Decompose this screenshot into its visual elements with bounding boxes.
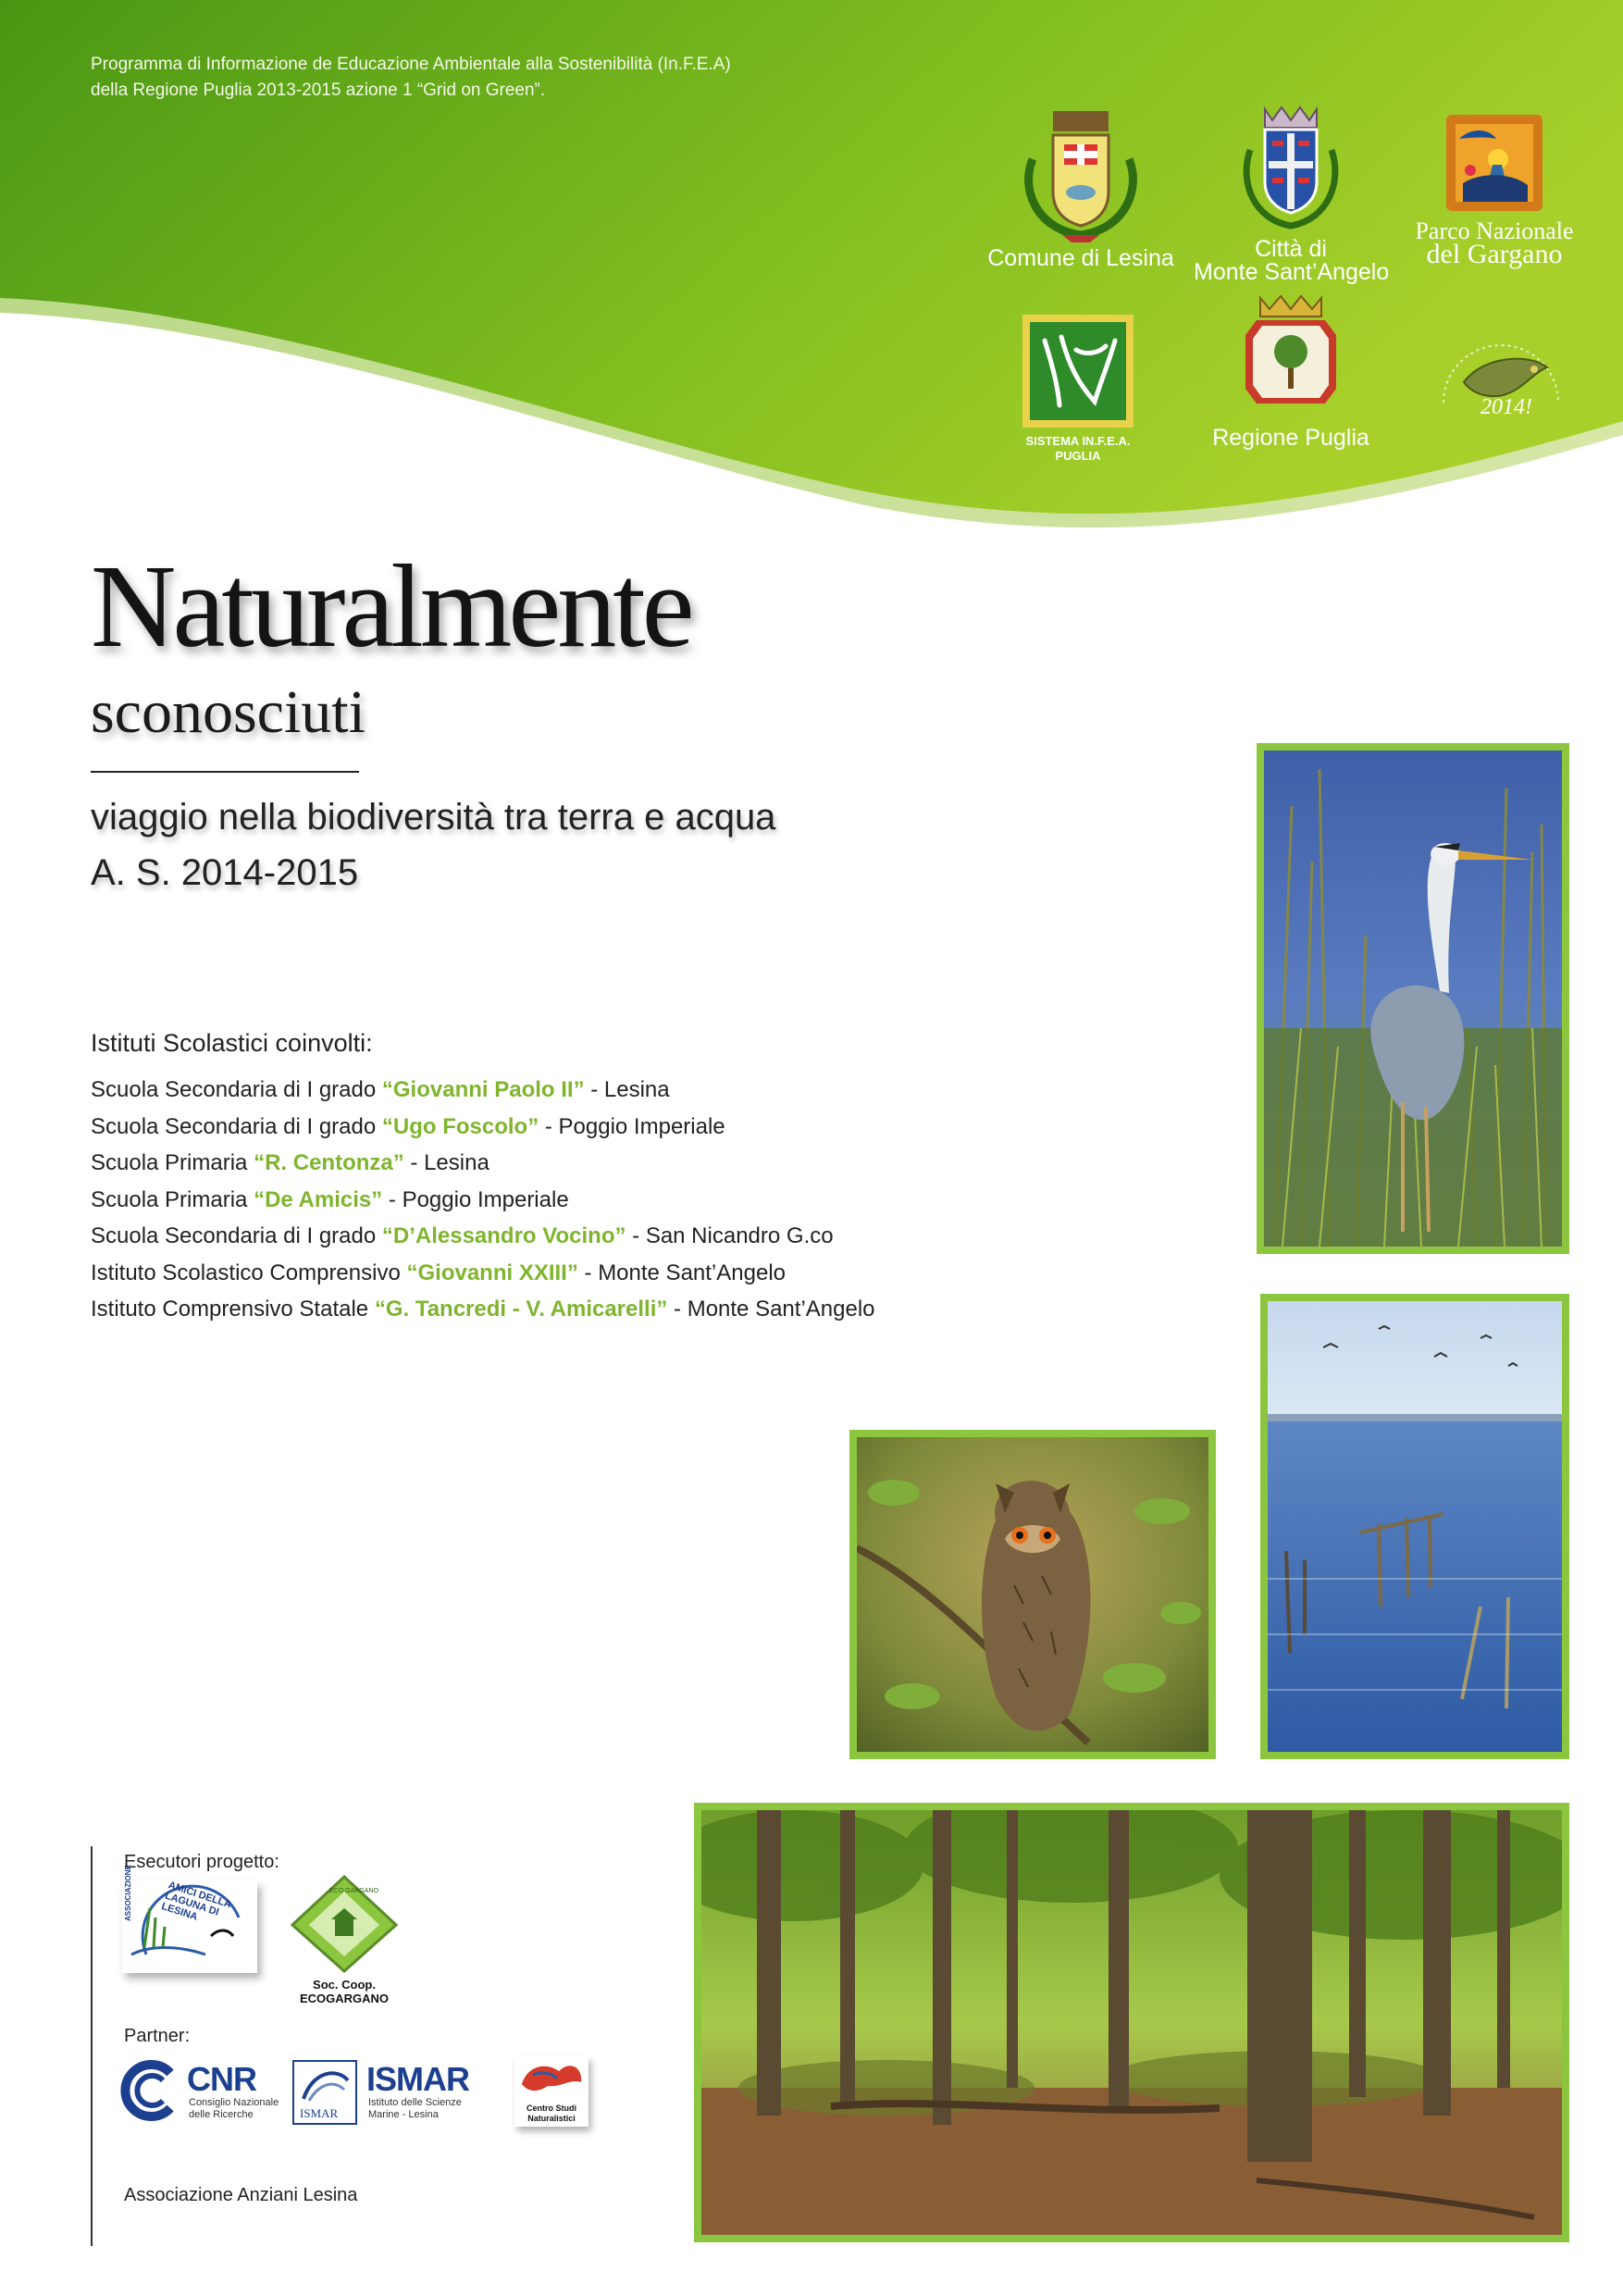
comune-lesina-logo (981, 104, 1181, 270)
infea-label-2: PUGLIA (1055, 449, 1101, 463)
schools-heading: Istituti Scolastici coinvolti: (91, 1029, 373, 1057)
ecogargano-label-2: ECOGARGANO (299, 1992, 390, 2005)
heron-photo (1257, 743, 1569, 1254)
ismar-sub-1: Istituto delle Scienze (368, 2097, 462, 2108)
school-item: Scuola Primaria “De Amicis” - Poggio Imperiale (91, 1186, 569, 1212)
ismar-logo (292, 2060, 477, 2125)
infea-logo (1018, 313, 1138, 464)
partner-label: Partner: (124, 2026, 191, 2046)
amici-laguna-text: AMICI DELLA LAGUNA DI LESINA (159, 1880, 233, 1923)
monte-santangelo-label-1: Città di (1255, 236, 1327, 262)
settimana-emblem-icon (1427, 319, 1575, 440)
forest-photo (694, 1803, 1569, 2242)
school-year: A. S. 2014-2015 (91, 852, 359, 893)
forest-image (701, 1810, 1562, 2235)
parco-gargano-logo (1406, 111, 1582, 269)
lagoon-photo (1260, 1294, 1569, 1759)
page-title: Naturalmente (91, 540, 691, 672)
ecogargano-label-1: Soc. Coop. (313, 1978, 376, 1992)
regione-puglia-label: Regione Puglia (1212, 425, 1369, 451)
settimana-year: 2014! (1481, 395, 1532, 419)
owl-image (857, 1437, 1208, 1752)
ismar-box-text: ISMAR (300, 2106, 339, 2120)
centro-studi-logo (514, 2056, 588, 2127)
school-item: Scuola Primaria “R. Centonza” - Lesina (91, 1150, 489, 1175)
ismar-box (292, 2060, 357, 2125)
cnr-label: CNR (187, 2060, 256, 2098)
centro-studi-label-2: Naturalistici (527, 2114, 576, 2123)
ismar-sub-2: Marine - Lesina (368, 2109, 439, 2120)
centro-studi-label-1: Centro Studi (527, 2104, 576, 2113)
settimana-educazione-logo (1427, 319, 1575, 440)
ecogargano-logo (289, 1875, 400, 2004)
monte-santangelo-logo (1194, 104, 1388, 284)
tagline: viaggio nella biodiversità tra terra e acqua (91, 797, 776, 838)
ismar-wave-icon (294, 2062, 355, 2108)
executors-label: Esecutori progetto: (124, 1852, 279, 1872)
parco-gargano-emblem-icon (1443, 111, 1546, 215)
monte-santangelo-crest-icon (1235, 104, 1346, 233)
title-divider (91, 771, 359, 773)
amici-laguna-assoc: ASSOCIAZIONE (124, 1865, 132, 1921)
infea-label-1: SISTEMA IN.F.E.A. (1025, 434, 1131, 448)
regione-puglia-crest-icon (1240, 292, 1342, 422)
comune-lesina-label: Comune di Lesina (987, 245, 1174, 271)
centro-studi-emblem-icon (514, 2056, 588, 2099)
lagoon-image (1268, 1301, 1562, 1752)
parco-gargano-label-1: Parco Nazionale (1415, 217, 1574, 244)
parco-gargano-label-2: del Gargano (1426, 239, 1563, 269)
monte-santangelo-label-2: Monte Sant’Angelo (1194, 259, 1390, 285)
associazione-anziani: Associazione Anziani Lesina (124, 2185, 358, 2205)
infea-emblem-icon (1021, 313, 1135, 429)
program-line-1: Programma di Informazione de Educazione Ambientale alla Sostenibilità (In.F.E.A) (91, 55, 731, 74)
program-line-2: della Regione Puglia 2013-2015 azione 1 “Grid on Green”. (91, 81, 546, 100)
footer-divider (91, 1846, 93, 2246)
school-item: Istituto Scolastico Comprensivo “Giovanni XXIII” - Monte Sant’Angelo (91, 1260, 786, 1285)
lesina-crest-icon (1016, 104, 1146, 242)
program-description (91, 52, 731, 104)
school-item: Scuola Secondaria di I grado “Ugo Foscolo” - Poggio Imperiale (91, 1113, 725, 1139)
heron-image (1264, 751, 1562, 1247)
cnr-sub-2: delle Ricerche (189, 2109, 254, 2120)
regione-puglia-logo (1212, 292, 1369, 450)
school-item: Scuola Secondaria di I grado “Giovanni Paolo II” - Lesina (91, 1077, 670, 1102)
cnr-logo (117, 2060, 292, 2125)
schools-list (91, 1072, 875, 1328)
school-item: Scuola Secondaria di I grado “D’Alessandro Vocino” - San Nicandro G.co (91, 1223, 834, 1248)
page-subtitle: sconosciuti (91, 678, 365, 746)
cnr-emblem-icon (117, 2060, 178, 2121)
ismar-label: ISMAR (366, 2060, 469, 2098)
cnr-sub-1: Consiglio Nazionale (189, 2097, 279, 2108)
school-item: Istituto Comprensivo Statale “G. Tancredi - V. Amicarelli” - Monte Sant’Angelo (91, 1297, 875, 1322)
amici-laguna-logo (122, 1865, 257, 1973)
ecogargano-top-text: ECO GARGANO (329, 1888, 378, 1894)
owl-photo (849, 1430, 1216, 1759)
